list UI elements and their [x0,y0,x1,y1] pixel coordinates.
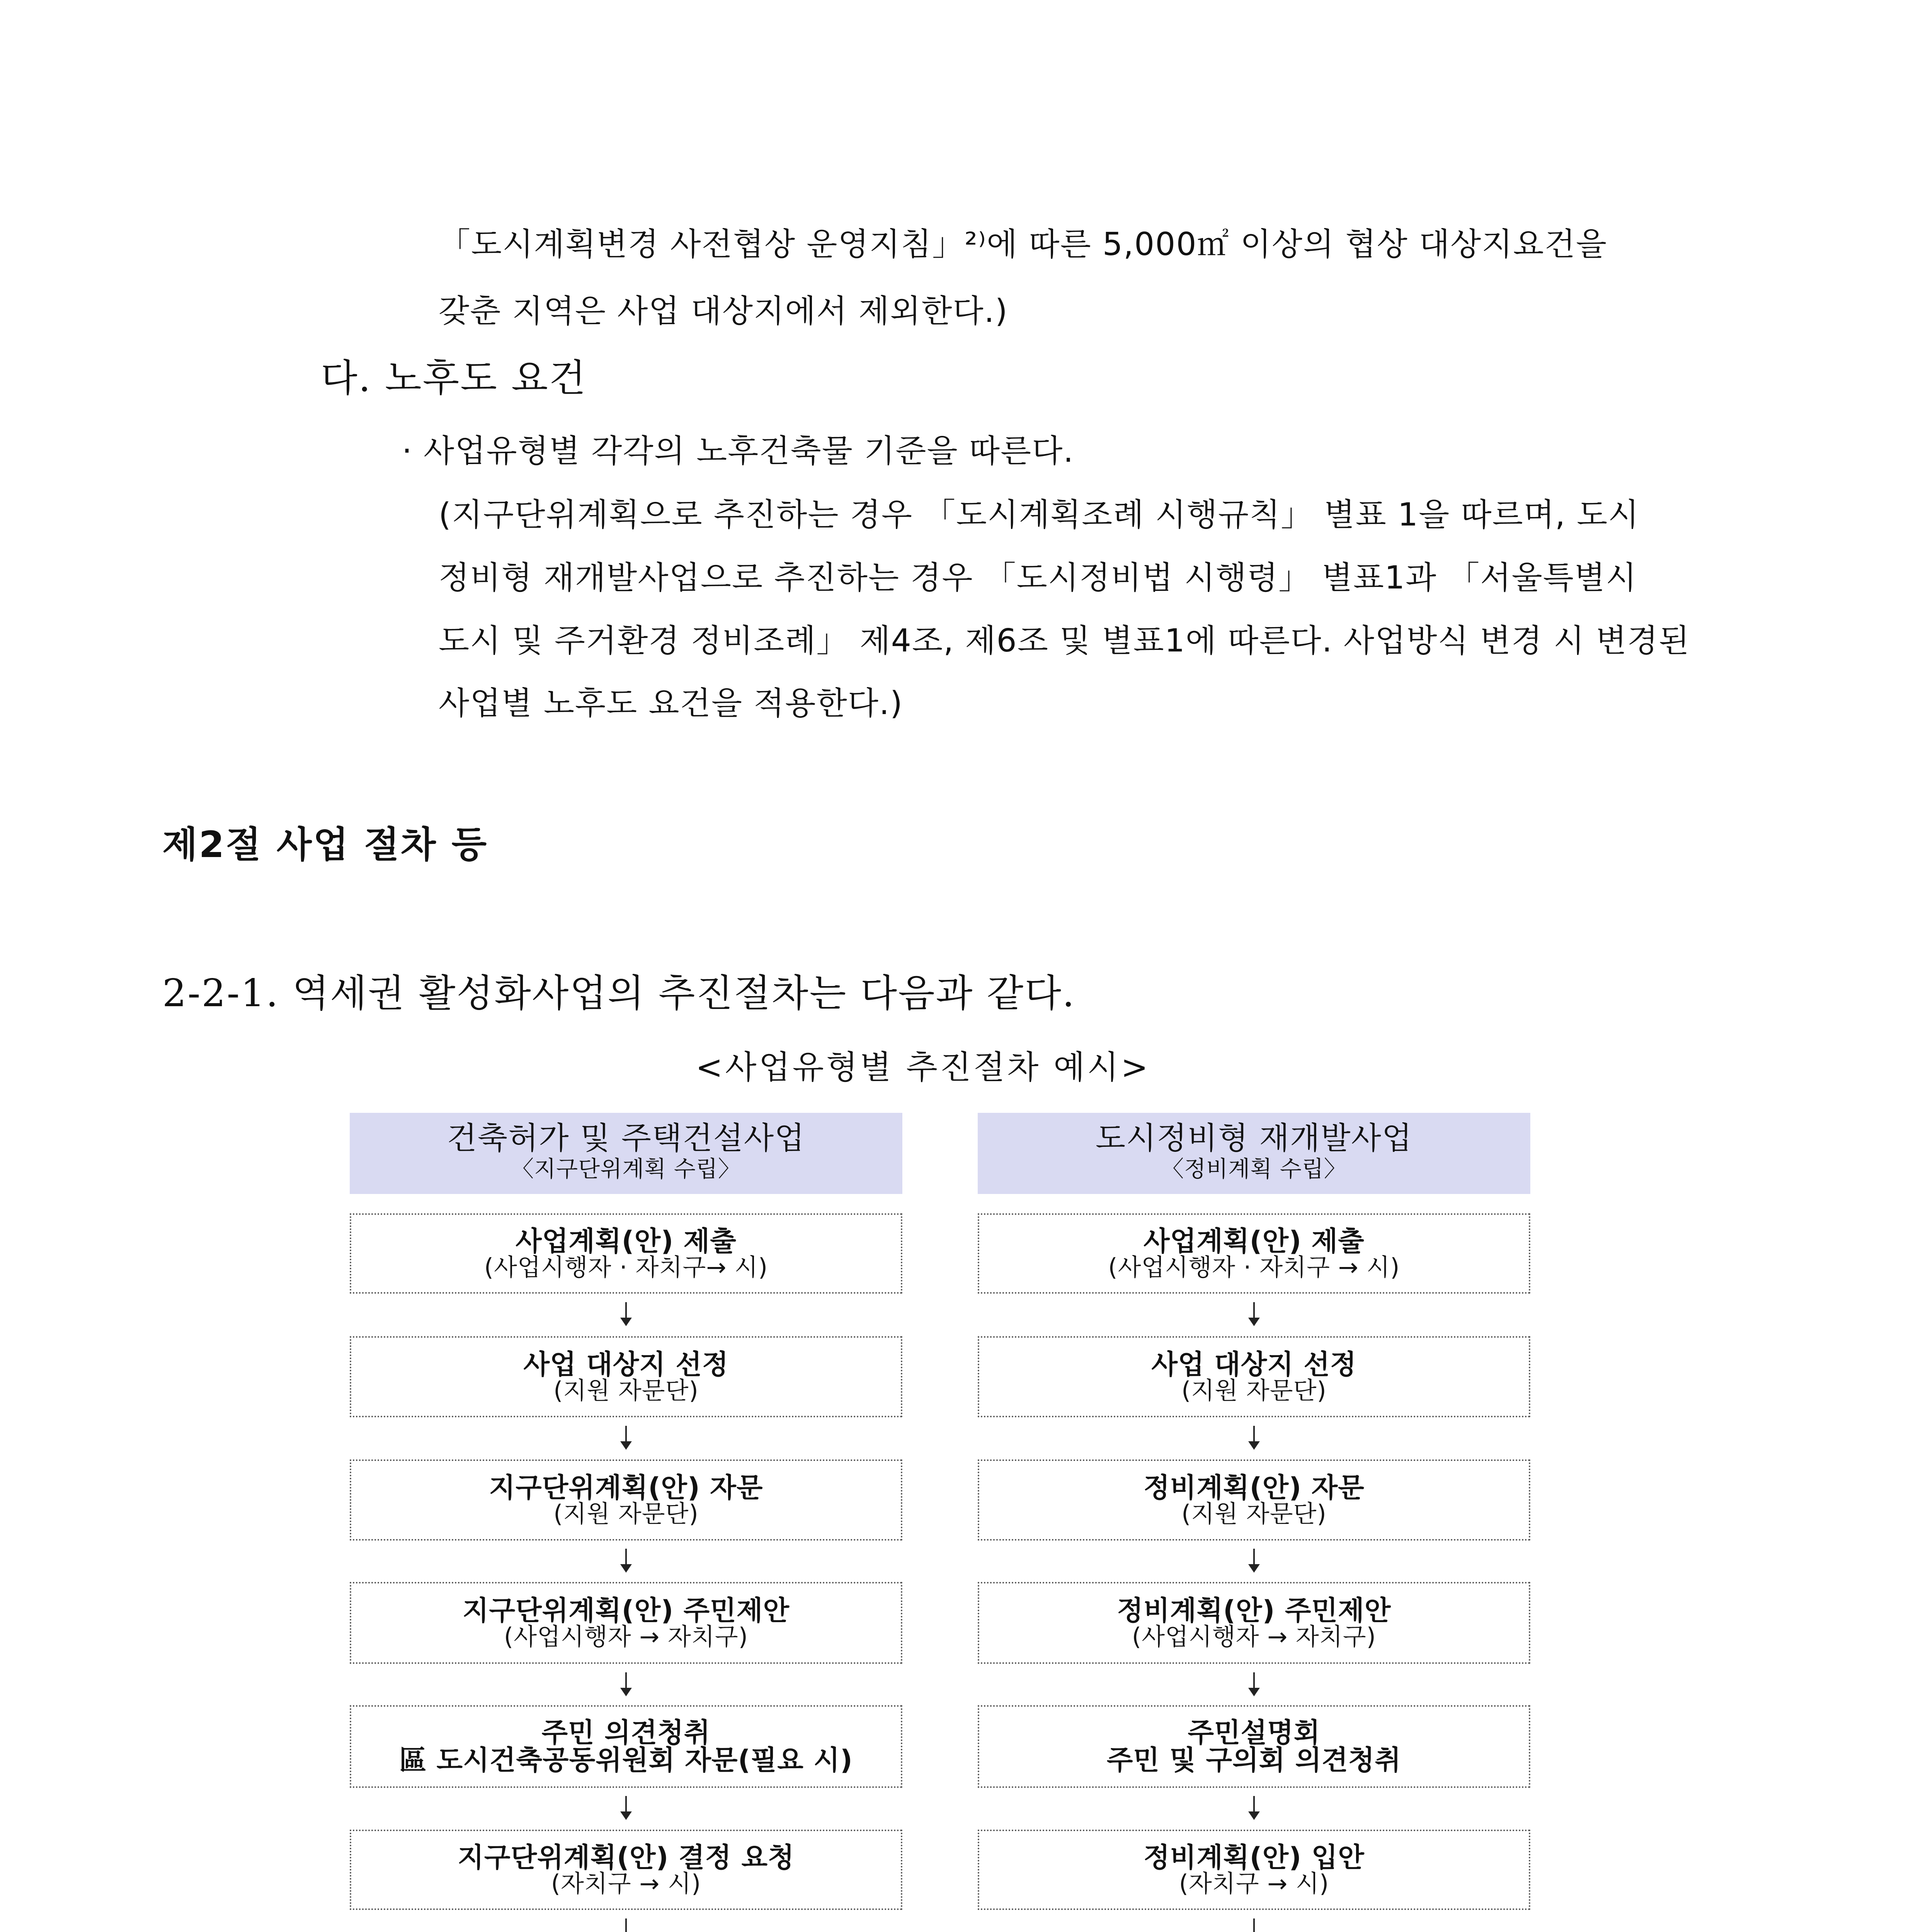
down-arrow-icon [1248,1672,1260,1696]
left-step-6 [350,1830,902,1910]
left-step-5 [350,1705,902,1788]
right-step-4 [978,1582,1530,1664]
step-subtitle: (지원 자문단) [553,1376,699,1405]
step-subtitle: (자치구 → 시) [551,1869,701,1898]
right-step-2 [978,1336,1530,1417]
paragraph-line: 정비형 재개발사업으로 추진하는 경우 「도시정비법 시행령」 별표1과 「서울특별시 [439,560,1637,596]
section-heading: 다. 노후도 요건 [321,356,587,400]
down-arrow-icon [1248,1918,1260,1932]
step-subtitle: (사업시행자 → 자치구) [1132,1622,1376,1651]
left-step-2 [350,1336,902,1417]
left-step-3 [350,1459,902,1541]
step-title: 지구단위계획(안) 주민제안 [462,1594,790,1626]
down-arrow-icon [620,1302,632,1326]
step-subtitle: (지원 자문단) [553,1500,699,1528]
step-title: 지구단위계획(안) 자문 [489,1471,763,1503]
right-step-6 [978,1830,1530,1910]
paragraph-line: 도시 및 주거환경 정비조례」 제4조, 제6조 및 별표1에 따른다. 사업방식 변경 시 변경된 [439,622,1690,659]
right-column-title: 도시정비형 재개발사업 [1095,1120,1413,1156]
left-column-title: 건축허가 및 주택건설사업 [447,1120,805,1156]
left-step-1 [350,1213,902,1294]
step-title: 정비계획(안) 자문 [1143,1471,1365,1503]
left-column-subtitle: 〈지구단위계획 수립〉 [511,1156,741,1182]
step-subtitle: (사업시행자 · 자치구 → 시) [1108,1253,1400,1282]
step-subtitle: (사업시행자 · 자치구→ 시) [484,1253,768,1282]
chapter-title: 제2절 사업 절차 등 [162,824,488,866]
down-arrow-icon [620,1426,632,1450]
step-title: 정비계획(안) 주민제안 [1117,1594,1391,1626]
paragraph-line: 갖춘 지역은 사업 대상지에서 제외한다.) [439,293,1008,330]
step-title: 사업계획(안) 제출 [516,1225,737,1257]
step-title: 지구단위계획(안) 결정 요청 [458,1841,795,1873]
left-column-header [350,1113,902,1194]
step-title: 사업 대상지 선정 [1151,1348,1357,1380]
step-subtitle: (사업시행자 → 자치구) [504,1622,748,1651]
step-subtitle: (지원 자문단) [1181,1376,1327,1405]
right-step-1 [978,1213,1530,1294]
down-arrow-icon [620,1918,632,1932]
paragraph-line: 「도시계획변경 사전협상 운영지침」²⁾에 따른 5,000㎡ 이상의 협상 대상지요건을 [439,226,1608,263]
right-step-5 [978,1705,1530,1788]
right-step-3 [978,1459,1530,1541]
step-title: 정비계획(안) 입안 [1143,1841,1365,1873]
paragraph-line: 사업별 노후도 요건을 적용한다.) [439,685,904,722]
left-step-4 [350,1582,902,1664]
right-column-subtitle: 〈정비계획 수립〉 [1161,1156,1347,1182]
step-title: 사업계획(안) 제출 [1143,1225,1365,1257]
paragraph-line: (지구단위계획으로 추진하는 경우 「도시계획조례 시행규칙」 별표 1을 따르며, 도시 [439,497,1640,533]
clause-title: 2-2-1. 역세권 활성화사업의 추진절차는 다음과 같다. [162,971,1076,1015]
step-title: 사업 대상지 선정 [523,1348,729,1380]
down-arrow-icon [1248,1549,1260,1573]
step-subtitle: 주민 및 구의회 의견청취 [1106,1744,1402,1776]
bullet-line: · 사업유형별 각각의 노후건축물 기준을 따른다. [402,433,1074,469]
down-arrow-icon [620,1796,632,1820]
down-arrow-icon [620,1672,632,1696]
right-column-header [978,1113,1530,1194]
figure-caption: <사업유형별 추진절차 예시> [696,1048,1150,1086]
down-arrow-icon [1248,1426,1260,1450]
down-arrow-icon [1248,1302,1260,1326]
step-subtitle: (자치구 → 시) [1179,1869,1329,1898]
down-arrow-icon [1248,1796,1260,1820]
step-subtitle: (지원 자문단) [1181,1500,1327,1528]
step-title: 주민 의견청취 [541,1716,711,1748]
step-subtitle: 區 도시건축공동위원회 자문(필요 시) [399,1744,853,1776]
step-title: 주민설명회 [1188,1716,1320,1748]
down-arrow-icon [620,1549,632,1573]
